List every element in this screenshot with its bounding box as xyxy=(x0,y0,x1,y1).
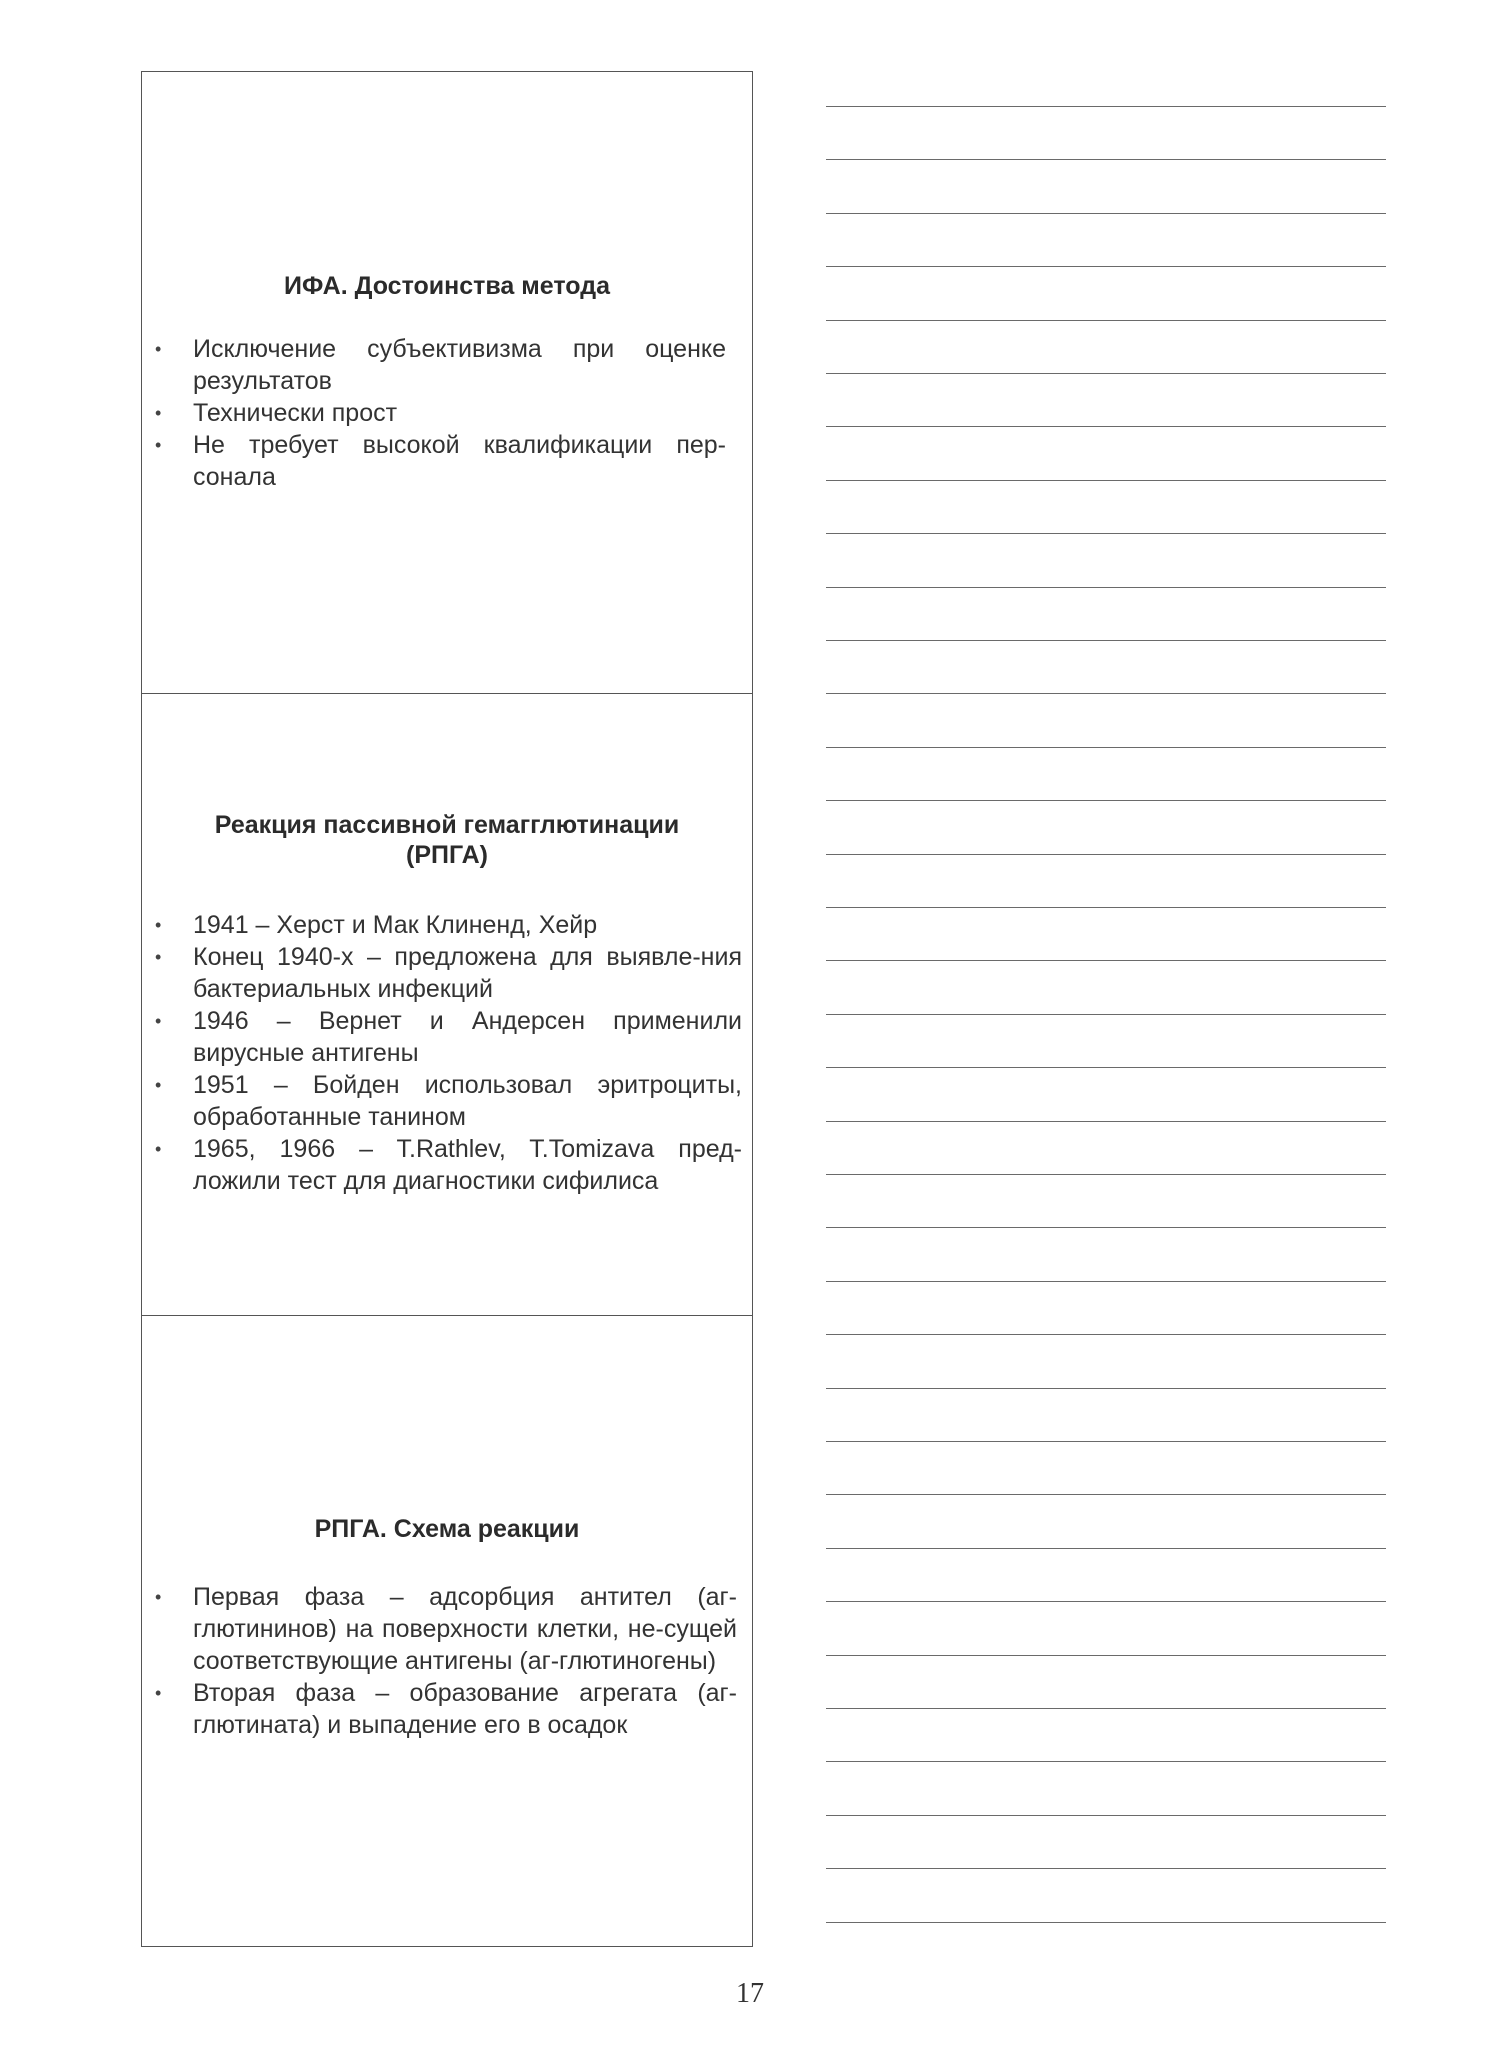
note-line xyxy=(826,587,1386,588)
note-line xyxy=(826,800,1386,801)
slide-2 xyxy=(142,693,752,1315)
slide-bullet-list xyxy=(142,1581,737,1741)
note-line xyxy=(826,320,1386,321)
bullet-icon: • xyxy=(155,403,162,423)
note-line xyxy=(826,1281,1386,1282)
bullet-icon: • xyxy=(155,1075,162,1095)
bullet-icon: • xyxy=(155,1139,162,1159)
note-line xyxy=(826,1601,1386,1602)
note-line xyxy=(826,1494,1386,1495)
note-line xyxy=(826,213,1386,214)
bullet-icon: • xyxy=(155,435,162,455)
bullet-icon: • xyxy=(155,1587,162,1607)
slide-title: ИФА. Достоинства метода xyxy=(284,272,610,300)
list-item: • 1951 – Бойден использовал эритроциты, обработанные танином xyxy=(155,1071,742,1131)
note-line xyxy=(826,640,1386,641)
list-item: • 1946 – Вернет и Андерсен применили вирусные антигены xyxy=(155,1007,742,1067)
note-line xyxy=(826,693,1386,694)
note-line xyxy=(826,533,1386,534)
slides-column xyxy=(141,71,753,1947)
note-line xyxy=(826,854,1386,855)
note-line xyxy=(826,159,1386,160)
note-line xyxy=(826,1174,1386,1175)
note-line xyxy=(826,1868,1386,1869)
note-line xyxy=(826,1655,1386,1656)
note-line xyxy=(826,907,1386,908)
slide-title: РПГА. Схема реакции xyxy=(314,1515,580,1543)
note-line xyxy=(826,1815,1386,1816)
note-lines-area xyxy=(826,0,1386,2050)
list-item: • 1941 – Херст и Мак Клиненд, Хейр xyxy=(155,911,598,939)
bullet-icon: • xyxy=(155,1683,162,1703)
slide-bullet-list xyxy=(142,333,726,493)
note-line xyxy=(826,1441,1386,1442)
note-line xyxy=(826,1761,1386,1762)
note-line xyxy=(826,1388,1386,1389)
note-line xyxy=(826,1121,1386,1122)
slide-title: Реакция пассивной гемагглютинации (РПГА) xyxy=(214,811,680,869)
slide-3 xyxy=(142,1315,752,1946)
slide-1 xyxy=(142,72,752,693)
note-line xyxy=(826,373,1386,374)
bullet-icon: • xyxy=(155,339,162,359)
note-line xyxy=(826,480,1386,481)
list-item: • Исключение субъективизма при оценке результатов xyxy=(155,335,726,395)
list-item: • Конец 1940-х – предложена для выявле-ния бактериальных инфекций xyxy=(155,943,742,1003)
list-item: • Технически прост xyxy=(155,399,398,427)
note-line xyxy=(826,747,1386,748)
note-line xyxy=(826,960,1386,961)
list-item: • Первая фаза – адсорбция антител (аг-глютининов) на поверхности клетки, не-сущей соответствующие антигены (аг-глютиногены) xyxy=(155,1583,737,1675)
note-line xyxy=(826,106,1386,107)
bullet-icon: • xyxy=(155,947,162,967)
page-number: 17 xyxy=(736,1978,764,2009)
note-line xyxy=(826,426,1386,427)
note-line xyxy=(826,1067,1386,1068)
note-line xyxy=(826,1227,1386,1228)
list-item: • Не требует высокой квалификации пер-сонала xyxy=(155,431,726,491)
note-line xyxy=(826,1014,1386,1015)
list-item: • 1965, 1966 – T.Rathlev, T.Tomizava пред-ложили тест для диагностики сифилиса xyxy=(155,1135,742,1195)
note-line xyxy=(826,1334,1386,1335)
list-item: • Вторая фаза – образование агрегата (аг-глютината) и выпадение его в осадок xyxy=(155,1679,737,1739)
note-line xyxy=(826,1548,1386,1549)
note-line xyxy=(826,1708,1386,1709)
note-line xyxy=(826,266,1386,267)
bullet-icon: • xyxy=(155,1011,162,1031)
bullet-icon: • xyxy=(155,915,162,935)
note-line xyxy=(826,1922,1386,1923)
slide-bullet-list xyxy=(142,909,742,1197)
